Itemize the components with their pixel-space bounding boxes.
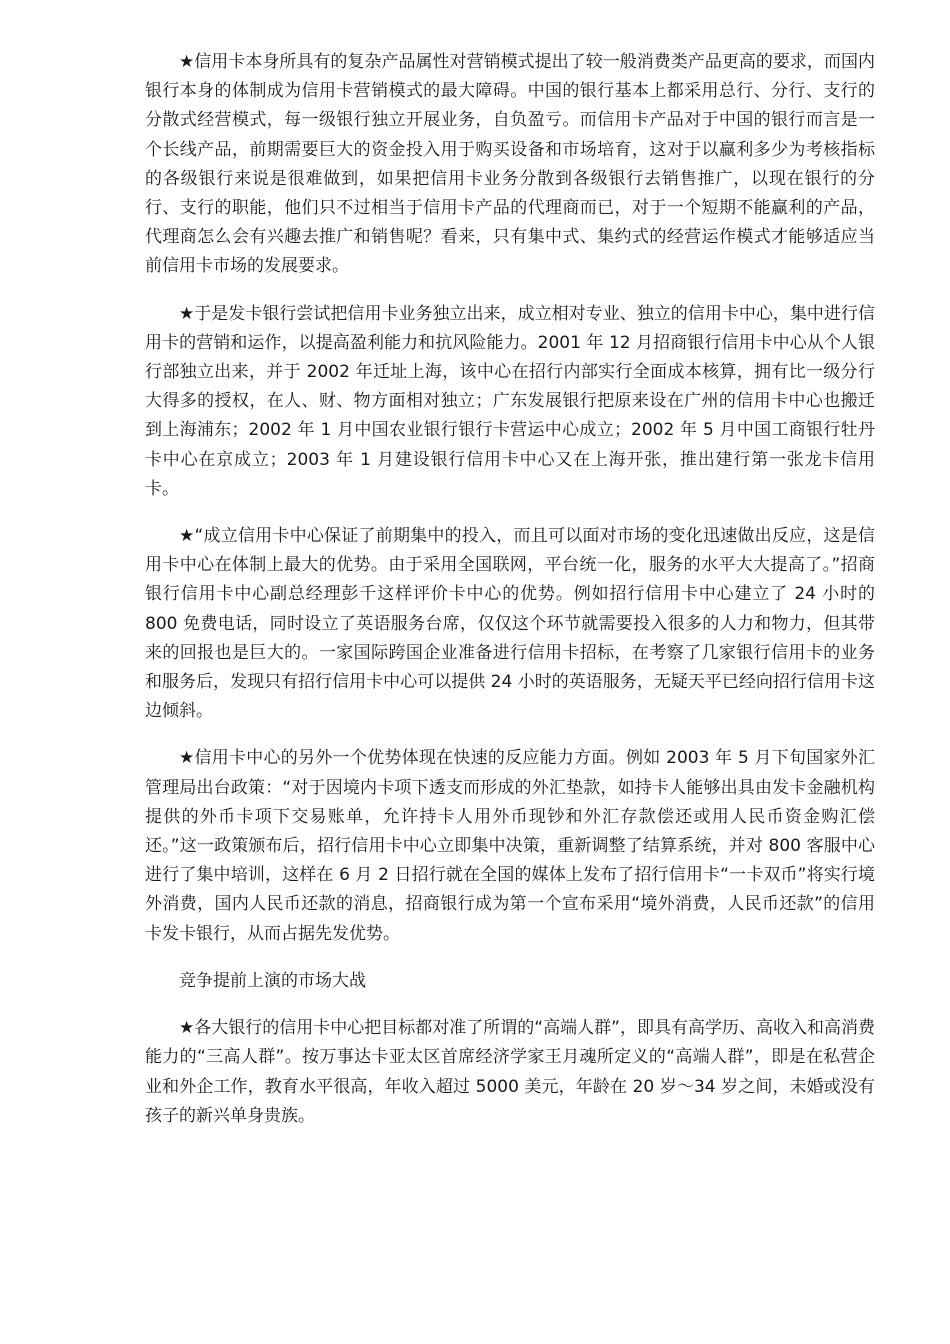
document-body (145, 48, 875, 1149)
paragraph-high-end-customers: ★各大银行的信用卡中心把目标都对准了所谓的“高端人群”，即具有高学历、高收入和高消费能力的“三高人群”。按万事达卡亚太区首席经济学家王月魂所定义的“高端人群”，即是在私营企业和外企工作，教育水平很高，年收入超过 5000 美元，年龄在 20 岁～34 岁之间，未婚或没有孩子的新兴单身贵族。 (145, 1018, 875, 1126)
paragraph-center-advantages: ★“成立信用卡中心保证了前期集中的投入，而且可以面对市场的变化迅速做出反应，这是信用卡中心在体制上最大的优势。由于采用全国联网，平台统一化，服务的水平大大提高了。”招商银行信用卡中心副总经理彭千这样评价卡中心的优势。例如招行信用卡中心建立了 24 小时的 800 免费电话，同时设立了英语服务台席，仅仅这个环节就需要投入很多的人力和物力，但其带来的回报也是巨大的。一家国际跨国企业准备进行信用卡招标，在考察了几家银行信用卡的业务和服务后，发现只有招行信用卡中心可以提供 24 小时的英语服务，无疑天平已经向招行信用卡这边倾斜。 (145, 526, 875, 722)
paragraph-card-centers-established: ★于是发卡银行尝试把信用卡业务独立出来，成立相对专业、独立的信用卡中心，集中进行信用卡的营销和运作，以提高盈利能力和抗风险能力。2001 年 12 月招商银行信用卡中心从个人银行部独立出来，并于 2002 年迁址上海，该中心在招行内部实行全面成本核算，拥有比一级分行大得多的授权，在人、财、物方面相对独立；广东发展银行把原来设在广州的信用卡中心也搬迁到上海浦东；2002 年 1 月中国农业银行银行卡营运中心成立；2002 年 5 月中国工商银行牡丹卡中心在京成立；2003 年 1 月建设银行信用卡中心又在上海开张，推出建行第一张龙卡信用卡。 (145, 303, 875, 499)
section-heading: 竞争提前上演的市场大战 (179, 970, 366, 991)
paragraph-fast-response: ★信用卡中心的另外一个优势体现在快速的反应能力方面。例如 2003 年 5 月下旬国家外汇管理局出台政策：“对于因境内卡项下透支而形成的外汇垫款，如持卡人能够出具由发卡金融机构提供的外币卡项下交易账单，允许持卡人用外币现钞和外汇存款偿还或用人民币资金购汇偿还。”这一政策颁布后，招行信用卡中心立即集中决策，重新调整了结算系统，并对 800 客服中心进行了集中培训，这样在 6 月 2 日招行就在全国的媒体上发布了招行信用卡“一卡双币”将实行境外消费，国内人民币还款的消息，招商银行成为第一个宣布采用“境外消费，人民币还款”的信用卡发卡银行，从而占据先发优势。 (145, 748, 875, 944)
paragraph-org-structure-obstacle: ★信用卡本身所具有的复杂产品属性对营销模式提出了较一般消费类产品更高的要求，而国内银行本身的体制成为信用卡营销模式的最大障碍。中国的银行基本上都采用总行、分行、支行的分散式经营模式，每一级银行独立开展业务，自负盈亏。而信用卡产品对于中国的银行而言是一个长线产品，前期需要巨大的资金投入用于购买设备和市场培育，这对于以赢利多少为考核指标的各级银行来说是很难做到，如果把信用卡业务分散到各级银行去销售推广，以现在银行的分行、支行的职能，他们只不过相当于信用卡产品的代理商而已，对于一个短期不能赢利的产品，代理商怎么会有兴趣去推广和销售呢？看来，只有集中式、集约式的经营运作模式才能够适应当前信用卡市场的发展要求。 (145, 52, 875, 277)
